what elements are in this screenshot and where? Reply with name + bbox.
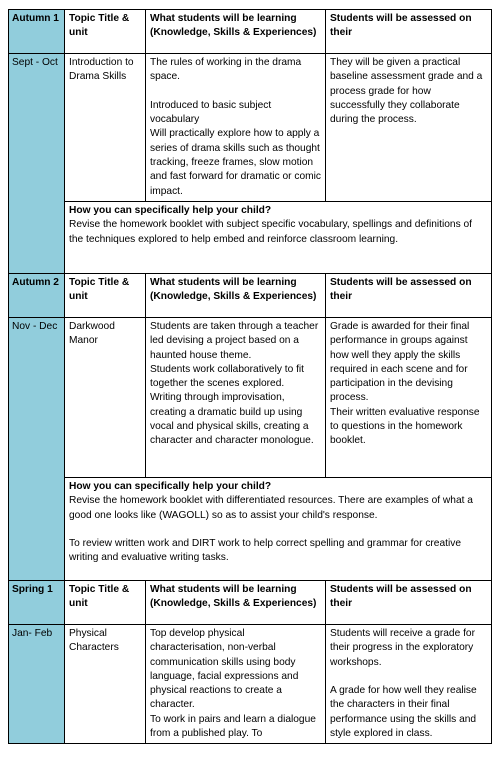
help-row (9, 477, 492, 580)
help-text: To review written work and DIRT work to help correct spelling and grammar for creative writing and evaluative writing tasks. (69, 538, 461, 564)
topic-header: Topic Title & unit (65, 273, 146, 317)
section-header-row (9, 273, 492, 317)
assessed-header: Students will be assessed on their (326, 273, 492, 317)
curriculum-table (8, 9, 492, 744)
term-name: Autumn 2 (9, 273, 65, 317)
learning-text: Writing through improvisation, creating a dramatic build up using vocal and physical skills, creating a character and character monologue. (150, 392, 314, 447)
assessed-header: Students will be assessed on their (326, 10, 492, 54)
help-text: Revise the homework booklet with differentiated resources. There are examples of what a good one looks like (WAGOLL) so as to assist your child's response. (69, 495, 473, 521)
learning-header: What students will be learning (Knowledge, Skills & Experiences) (146, 580, 326, 624)
learning-text: Will practically explore how to apply a series of drama skills such as thought tracking, freeze frames, slow motion and fast forward for dramatic or comic impact. (150, 128, 321, 197)
assessed-cell (326, 317, 492, 477)
topic-header: Topic Title & unit (65, 10, 146, 54)
assessed-text: Their written evaluative response to questions in the homework booklet. (330, 406, 480, 447)
help-row (9, 201, 492, 273)
learning-cell (146, 317, 326, 477)
learning-cell (146, 624, 326, 743)
topic-title: Introduction to Drama Skills (65, 54, 146, 202)
term-dates: Jan- Feb (9, 624, 65, 743)
topic-header: Topic Title & unit (65, 580, 146, 624)
section-content-row (9, 54, 492, 202)
topic-title: Physical Characters (65, 624, 146, 743)
assessed-cell (326, 54, 492, 202)
assessed-text: They will be given a practical baseline assessment grade and a process grade for how successfully they collaborate during the process. (330, 57, 483, 126)
topic-title: Darkwood Manor (65, 317, 146, 477)
learning-header: What students will be learning (Knowledge, Skills & Experiences) (146, 273, 326, 317)
section-content-row (9, 624, 492, 743)
term-name: Autumn 1 (9, 10, 65, 54)
help-text (69, 523, 487, 537)
term-name: Spring 1 (9, 580, 65, 624)
help-question: How you can specifically help your child? (69, 204, 272, 216)
section-content-row (9, 317, 492, 477)
learning-header: What students will be learning (Knowledge, Skills & Experiences) (146, 10, 326, 54)
help-text: Revise the homework booklet with subject specific vocabulary, spellings and definitions of the techniques explored to help embed and reinforce classroom learning. (69, 219, 472, 245)
section-header-row (9, 580, 492, 624)
section-header-row (9, 10, 492, 54)
learning-text: Introduced to basic subject vocabulary (150, 99, 272, 126)
learning-text: The rules of working in the drama space. (150, 57, 302, 83)
learning-text (150, 85, 321, 99)
assessed-text: Grade is awarded for their final performance in groups against how well they apply the skills required in each scene and for participation in the devising process. (330, 320, 470, 404)
assessed-cell (326, 624, 492, 743)
help-question: How you can specifically help your child? (69, 480, 272, 492)
learning-text: Students work collaboratively to fit together the scenes explored. (150, 363, 305, 390)
help-cell (65, 201, 492, 273)
assessed-text (330, 670, 487, 684)
learning-text: To work in pairs and learn a dialogue from a published play. To (150, 713, 316, 740)
learning-text: Top develop physical characterisation, non-verbal communication skills using body language, facial expressions and physical reactions to create a character. (150, 627, 299, 711)
assessed-header: Students will be assessed on their (326, 580, 492, 624)
assessed-text: Students will receive a grade for their progress in the exploratory workshops. (330, 627, 475, 668)
learning-cell (146, 54, 326, 202)
help-cell (65, 477, 492, 580)
term-dates: Sept - Oct (9, 54, 65, 274)
term-dates: Nov - Dec (9, 317, 65, 580)
assessed-text: A grade for how well they realise the characters in their final performance using the skills and style explored in class. (330, 685, 477, 740)
learning-text: Students are taken through a teacher led devising a project based on a haunted house theme. (150, 320, 319, 361)
